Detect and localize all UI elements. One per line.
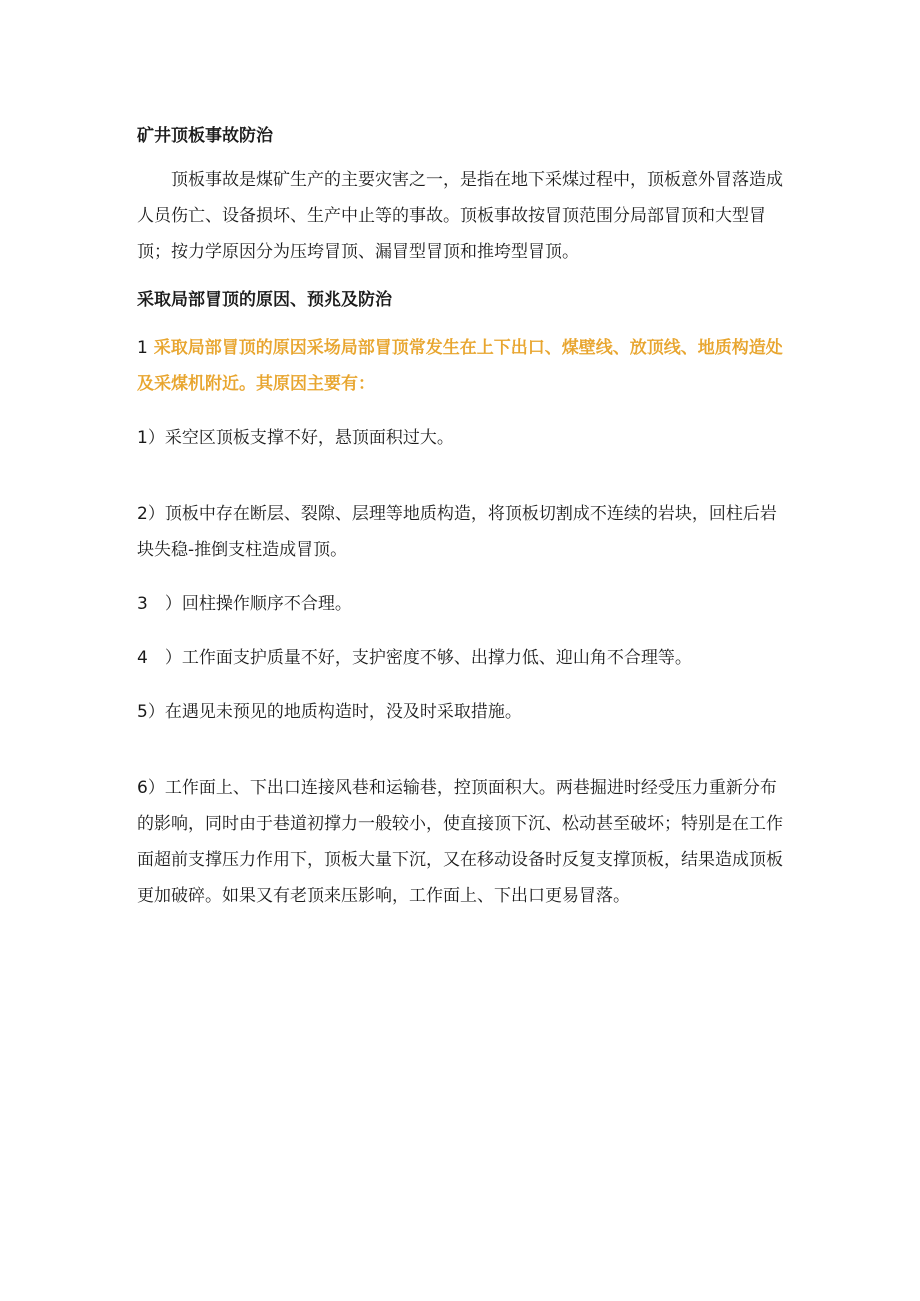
intro-paragraph: 顶板事故是煤矿生产的主要灾害之一，是指在地下采煤过程中，顶板意外冒落造成人员伤亡、设备损坏、生产中止等的事故。顶板事故按冒顶范围分局部冒顶和大型冒顶；按力学原因分为压垮冒顶、漏冒型冒顶和推垮型冒顶。 — [137, 170, 783, 262]
list-marker: 4 ） — [137, 648, 182, 668]
document-title: 矿井顶板事故防治 — [137, 126, 273, 146]
list-item-text: 回柱操作顺序不合理。 — [181, 594, 352, 614]
list-item-text: 采空区顶板支撑不好，悬顶面积过大。 — [164, 428, 454, 448]
list-marker: 6） — [137, 778, 165, 798]
list-item-6 — [137, 770, 787, 914]
list-item-3 — [137, 586, 787, 622]
highlight-text: 采取局部冒顶的原因采场局部冒顶常发生在上下出口、煤壁线、放顶线、地质构造处及采煤机附近。其原因主要有： — [137, 338, 783, 394]
list-item-text: 工作面上、下出口连接风巷和运输巷，控顶面积大。两巷掘进时经受压力重新分布的影响，同时由于巷道初撑力一般较小，使直接顶下沉、松动甚至破坏；特别是在工作面超前支撑压力作用下，顶板大量下沉，又在移动设备时反复支撑顶板，结果造成顶板更加破碎。如果又有老顶来压影响，工作面上、下出口更易冒落。 — [137, 778, 783, 906]
list-marker: 2） — [137, 504, 165, 524]
list-item-text: 在遇见未预见的地质构造时，没及时采取措施。 — [164, 702, 522, 722]
list-item-5 — [137, 694, 787, 730]
list-marker: 1） — [137, 428, 165, 448]
list-item-4 — [137, 640, 787, 676]
list-marker: 3 ） — [137, 594, 182, 614]
highlight-paragraph — [137, 330, 787, 402]
list-marker: 5） — [137, 702, 165, 722]
list-item-text: 顶板中存在断层、裂隙、层理等地质构造，将顶板切割成不连续的岩块，回柱后岩块失稳-推倒支柱造成冒顶。 — [137, 504, 777, 560]
document-body — [137, 118, 787, 914]
list-item-1 — [137, 420, 787, 456]
section-heading: 采取局部冒顶的原因、预兆及防治 — [137, 290, 392, 310]
highlight-number: 1 — [137, 338, 148, 358]
list-item-2 — [137, 496, 787, 568]
list-item-text: 工作面支护质量不好，支护密度不够、出撑力低、迎山角不合理等。 — [181, 648, 692, 668]
